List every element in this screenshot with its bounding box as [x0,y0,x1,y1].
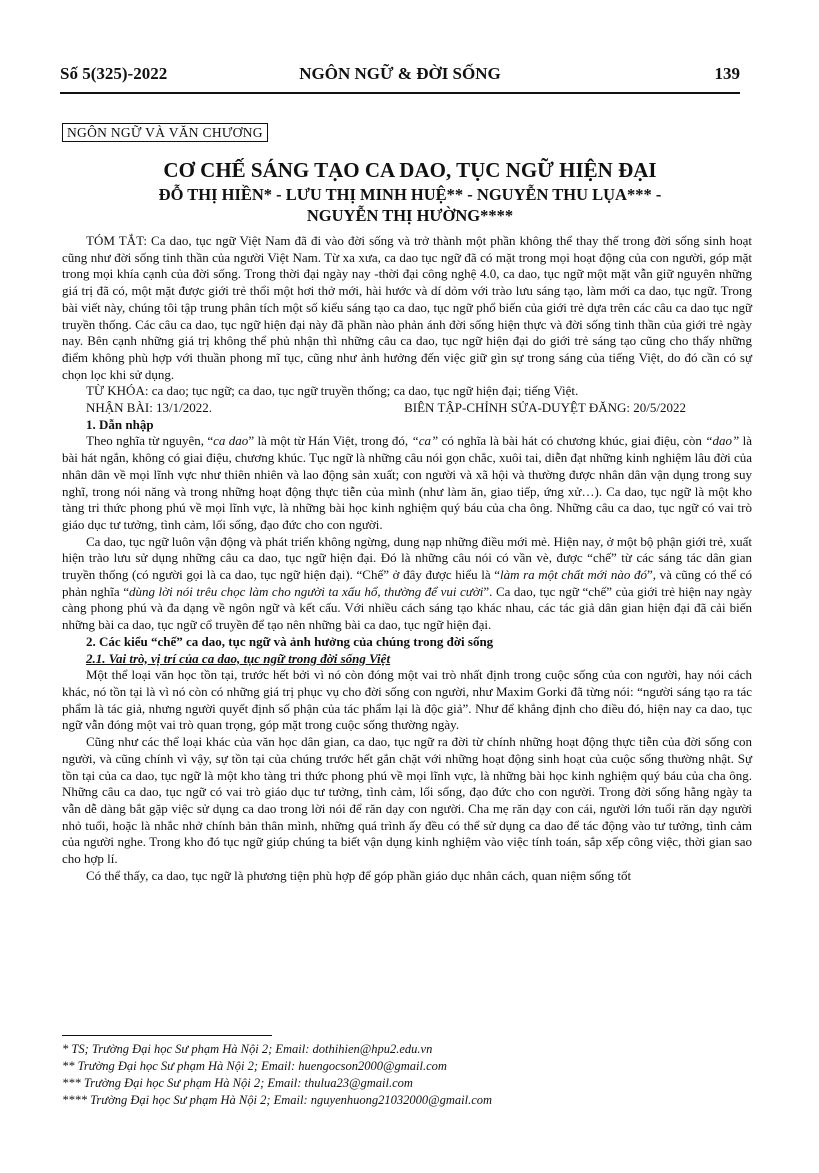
term-dao: “dao” [705,433,740,449]
definition-quote: dùng lời nói trêu chọc làm cho người ta xấu hổ, thường để vui cười [128,583,484,599]
text-run: Ca dao, tục ngữ luôn vận động và phát triển không ngừng, dung nạp những điều mới mẻ. Hiện nay, ở một bộ phận giới trẻ, xuất hiện trào lưu sử dụng những câu ca dao, tục ngữ hiện đại. Đó là những câu nói có vần vè, được “chế” từ các sáng tác dân gian truyền thống (có người gọi là ca dao, tục ngữ hiện đại). “Chế” ở đây được hiểu là “ [62,533,752,583]
keywords: TỪ KHÓA: ca dao; tục ngữ; ca dao, tục ngữ truyền thống; ca dao, tục ngữ hiện đại; tiếng Việt. [86,383,579,399]
text-run: Theo nghĩa từ nguyên, “ [86,433,214,449]
accepted-date: BIÊN TẬP-CHỈNH SỬA-DUYỆT ĐĂNG: 20/5/2022 [404,400,686,416]
footnote: * TS; Trường Đại học Sư phạm Hà Nội 2; Email: dothihien@hpu2.edu.vn [62,1042,433,1056]
section-1-paragraph-1 [62,433,752,533]
header-rule [60,92,740,94]
authors-line-2: NGUYỄN THỊ HƯỜNG**** [306,206,514,225]
footnote-rule [62,1035,272,1036]
section-2-heading: 2. Các kiểu “chế” ca dao, tục ngữ và ảnh hưởng của chúng trong đời sống [86,633,494,649]
section-2-paragraph-1: Một thể loại văn học tồn tại, trước hết bởi vì nó còn đóng một vai trò nhất định trong cuộc sống của con người, hay nói cách khác, nó tồn tại là vì nó còn có những giá trị phục vụ cho đời sống con người, như Maxim Gorki đã từng nói: “người sáng tạo ra tác phẩm là tác giả, nhưng người quyết định số phận của tác phẩm lại là độc giả”. Như để khẳng định cho điều đó, hiện nay ca dao, tục ngữ vẫn đóng một vai trò quan trọng, góp mặt trong cuộc sống thường ngày. [62,667,752,733]
article-title: CƠ CHẾ SÁNG TẠO CA DAO, TỤC NGỮ HIỆN ĐẠI [163,158,657,182]
section-2-paragraph-2: Cũng như các thể loại khác của văn học dân gian, ca dao, tục ngữ ra đời từ chính những hoạt động thực tiễn của đời sống con người, và cũng chính vì vậy, sự tồn tại của chúng trước hết gắn chặt với những hoạt động sinh hoạt của cuộc sống thường nhật. Sự tồn tại của ca dao, tục ngữ là một kho tàng tri thức phong phú về mọi lĩnh vực, là những bài học kinh nghiệm quý báu của cha ông. Những câu ca dao, tục ngữ có vai trò giáo dục tư tưởng, tình cảm, lối sống, đạo đức cho con người. Trong đời sống hằng ngày ta vẫn dễ dàng bắt gặp việc sử dụng ca dao trong lời nói để răn dạy con người. Cha mẹ răn dạy con cái, người lớn tuổi răn dạy người nhỏ tuổi, hoặc là nhắc nhở chính bản thân mình, những quá trình ấy đều có thể sử dụng ca dao để tác động vào tư tưởng, tình cảm của người nghe. Trong kho đó tục ngữ giúp chúng ta biết vận dụng kinh nghiệm vào việc tính toán, sắp xếp công việc, thời gian sao cho hợp lí. [62,734,752,867]
publication-dates [62,400,752,417]
term-ca: “ca” [411,433,439,449]
article-body [62,233,752,884]
author-list [60,184,760,226]
text-run: ”, và cũng có thể có phản nghĩa “ [62,567,752,599]
subsection-2-1-heading: 2.1. Vai trò, vị trí của ca dao, tục ngữ trong đời sống Việt [86,650,391,666]
journal-name: NGÔN NGỮ & ĐỜI SỐNG [299,64,501,83]
section-label: NGÔN NGỮ VÀ VĂN CHƯƠNG [62,123,268,142]
text-run: có nghĩa là bài hát có chương khúc, giai điệu, còn [438,433,706,449]
text-run: ” là một từ Hán Việt, trong đó, [248,433,412,449]
text-run: ”. Ca dao, tục ngữ “chế” của giới trẻ hiện nay ngày càng phong phú và đa dạng về ngôn ngữ và kết cấu. Với nhiều cách sáng tạo khác nhau, các tác giả dân gian hiện đại đã cải biến những bài ca dao, tục ngữ cổ truyền để tạo nên những bài ca dao, tục ngữ hiện đại. [62,583,752,633]
footnote: ** Trường Đại học Sư phạm Hà Nội 2; Email: huengocson2000@gmail.com [62,1059,447,1073]
text-run: là bài hát ngắn, không có giai điệu, chương khúc. Tục ngữ là những câu nói gọn chắc, xuôi tai, diễn đạt những kinh nghiệm lâu đời của nhân dân về mọi lĩnh vực như thiên nhiên và lao động sản xuất; con người và xã hội và thường được nhân dân vận dụng trong suy nghĩ, trong nói năng và trong những hoạt động thực tiễn của mình (như làm ăn, giao tiếp, ứng xử…). Ca dao, tục ngữ là một kho tàng tri thức phong phú về mọi lĩnh vực, là những bài học kinh nghiệm quý báu của cha ông. Những câu ca dao, tục ngữ có vai trò giáo dục tư tưởng, tình cảm, lối sống, đạo đức cho con người. [62,433,752,532]
footnote: **** Trường Đại học Sư phạm Hà Nội 2; Email: nguyenhuong21032000@gmail.com [62,1093,493,1107]
issue-number: Số 5(325)-2022 [60,64,168,83]
section-1-paragraph-2 [62,534,752,634]
footnote: *** Trường Đại học Sư phạm Hà Nội 2; Email: thulua23@gmail.com [62,1076,413,1090]
definition-quote: làm ra một chất mới nào đó [499,567,647,583]
term-ca-dao: ca dao [213,433,249,449]
abstract: TÓM TẮT: Ca dao, tục ngữ Việt Nam đã đi vào đời sống và trở thành một phần không thể thay thế trong đời sống sinh hoạt cũng như đời sống tinh thần của người Việt Nam. Từ xa xưa, ca dao tục ngữ đã có mặt trong mọi hoạt động của con người, góp mặt trong mọi khía cạnh của đời sống. Trong thời đại ngày nay -thời đại công nghệ 4.0, ca dao, tục ngữ một mặt vẫn giữ nguyên những giá trị đã có, một mặt được giới trẻ thổi một hơi thở mới, hài hước và dí dỏm với trào lưu sáng tạo, làm mới ca dao, tục ngữ. Trong bài viết này, chúng tôi tập trung phân tích một số kiểu sáng tạo ca dao, tục ngữ phổ biến của giới trẻ dựa trên các câu ca dao tục ngữ truyền thống. Các câu ca dao, tục ngữ hiện đại này đã phần nào phản ánh đời sống hiện thực và đời sống tinh thần của giới trẻ ngày nay. Bên cạnh những giá trị không thể phủ nhận thì những câu ca dao, tục ngữ hiện đại do giới trẻ sáng tạo cũng cho thấy những điểm không phù hợp với thuần phong mĩ tục, cũng như ảnh hưởng đến việc giữ gìn sự trong sáng của tiếng Việt, do đó cần có sự chọn lọc khi sử dụng. [62,233,752,382]
running-header [60,62,740,90]
footnotes [62,1041,752,1109]
received-date: NHẬN BÀI: 13/1/2022. [86,400,213,416]
page-number: 139 [714,64,740,83]
authors-line-1: ĐỖ THỊ HIỀN* - LƯU THỊ MINH HUỆ** - NGUYỄN THU LỤA*** - [158,185,662,204]
section-2-paragraph-3: Có thể thấy, ca dao, tục ngữ là phương tiện phù hợp để góp phần giáo dục nhân cách, quan niệm sống tốt [86,867,632,883]
section-1-heading: 1. Dẫn nhập [86,416,154,432]
